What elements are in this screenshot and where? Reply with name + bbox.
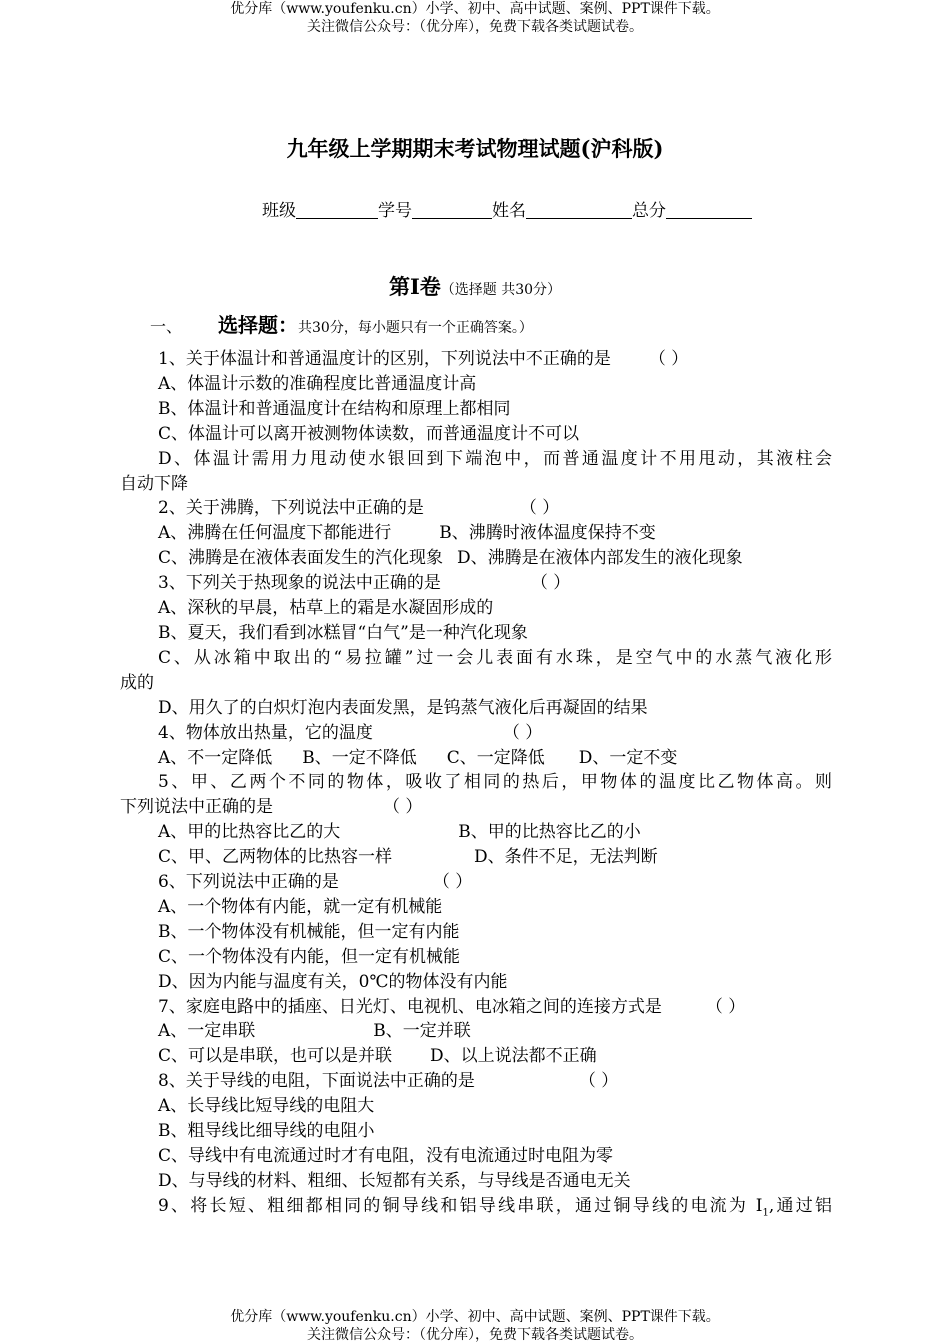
q1-option-d-line-2: 自动下降 [120,473,188,494]
q7-option-d: D、以上说法都不正确 [430,1046,597,1067]
q7-option-b: B、一定并联 [373,1021,471,1042]
q8-option-d: D、与导线的材料、粗细、长短都有关系，与导线是否通电无关 [158,1170,631,1191]
question-7-stem [120,995,832,1020]
q8-option-b: B、粗导线比细导线的电阻小 [158,1121,375,1142]
q2-option-d: D、沸腾是在液体内部发生的液化现象 [457,548,743,569]
q3-option-c-line-2: 成的 [120,672,154,693]
q4-option-c: C、一定降低 [446,747,545,768]
q6-option-d: D、因为内能与温度有关，0℃的物体没有内能 [158,971,508,992]
q4-options [120,746,832,771]
answer-paren: （ ） [530,573,571,594]
answer-paren: （ ） [383,797,423,818]
q8-option-a: A、长导线比短导线的电阻大 [158,1096,375,1117]
class-label: 班级 [262,201,296,221]
question-9-stem [120,1194,832,1226]
question-8-stem [120,1069,832,1094]
part-note: （选择题 共30分） [440,282,562,298]
q3-option-a: A、深秋的早晨，枯草上的霜是水凝固形成的 [158,598,494,619]
question-5-stem-line-2 [120,795,832,820]
current-subscript: 1 [762,1207,769,1219]
question-8-text: 8、关于导线的电阻，下面说法中正确的是 [158,1071,475,1092]
section-number: 一、 [150,317,183,336]
question-1-text: 1、关于体温计和普通温度计的区别，下列说法中不正确的是 [158,349,611,369]
q8-option-c: C、导线中有电流通过时才有电阻，没有电流通过时电阻为零 [158,1146,614,1166]
q7-options-cd [120,1044,832,1069]
footer-line-2: 关注微信公众号：（优分库），免费下载各类试题试卷。 [307,1327,643,1343]
total-label: 总分 [632,201,666,221]
q2-option-b: B、沸腾时液体温度保持不变 [439,523,656,544]
questions [120,347,832,1226]
question-1-stem [120,347,832,372]
q5-option-a: A、甲的比热容比乙的大 [158,822,341,843]
answer-paren: （ ） [432,872,473,893]
section-heading [150,310,533,343]
q2-option-a: A、沸腾在任何温度下都能进行 [158,523,392,544]
question-9-text-a: 9、将长短、粗细都相同的铜导线和铝导线串联，通过铜导线的电流为 I [158,1195,763,1216]
q1-option-b: B、体温计和普通温度计在结构和原理上都相同 [158,398,511,419]
question-3-stem [120,571,832,596]
question-7-text: 7、家庭电路中的插座、日光灯、电视机、电冰箱之间的连接方式是 [158,996,662,1017]
question-9-text-b: ,通过铝 [768,1195,833,1216]
question-4-text: 4、物体放出热量，它的温度 [158,722,373,743]
total-blank [666,200,752,219]
q2-options-cd [120,546,832,571]
exam-title: 九年级上学期期末考试物理试题(沪科版) [286,136,664,161]
q1-option-a: A、体温计示数的准确程度比普通温度计高 [158,373,477,394]
header-line-2: 关注微信公众号：（优分库），免费下载各类试题试卷。 [307,19,643,35]
number-label: 学号 [378,201,412,221]
q3-option-b: B、夏天，我们看到冰糕冒“白气”是一种汽化现象 [158,622,528,643]
q2-option-c: C、沸腾是在液体表面发生的汽化现象 [158,548,444,569]
number-blank [412,200,492,219]
q1-option-c: C、体温计可以离开被测物体读数，而普通温度计不可以 [158,423,580,444]
answer-paren: （ ） [502,722,543,743]
name-label: 姓名 [492,201,526,221]
q6-option-a: A、一个物体有内能，就一定有机械能 [158,896,443,917]
name-blank [526,200,632,219]
q3-option-d: D、用久了的白炽灯泡内表面发黑，是钨蒸气液化后再凝固的结果 [158,697,648,718]
q5-options-ab [120,820,832,845]
question-2-stem [120,496,832,521]
q4-option-d: D、一定不变 [578,747,678,768]
section-note: 共30分，每小题只有一个正确答案。） [298,320,533,336]
q6-option-b: B、一个物体没有机械能，但一定有内能 [158,921,460,942]
part-title: 第Ⅰ卷 [388,274,441,299]
section-title: 选择题： [218,313,298,337]
page-footer [0,1308,950,1344]
footer-line-1: 优分库（www.youfenku.cn）小学、初中、高中试题、案例、PPT课件下载。 [230,1309,720,1325]
answer-paren: （ ） [648,349,689,369]
q7-option-a: A、一定串联 [158,1021,256,1042]
q4-option-a: A、不一定降低 [158,747,273,768]
question-4-stem [120,721,832,746]
q5-option-d: D、条件不足，无法判断 [474,847,658,868]
q5-option-b: B、甲的比热容比乙的小 [458,822,641,843]
q6-option-c: C、一个物体没有内能，但一定有机械能 [158,946,461,967]
question-3-text: 3、下列关于热现象的说法中正确的是 [158,573,441,594]
q3-option-c-line-1: C、从冰箱中取出的“易拉罐”过一会儿表面有水珠，是空气中的水蒸气液化形 [158,647,832,668]
question-6-stem [120,870,832,895]
q7-options-ab [120,1019,832,1044]
q4-option-b: B、一定不降低 [302,747,417,768]
question-6-text: 6、下列说法中正确的是 [158,872,339,893]
student-info-fields [262,198,752,224]
q5-options-cd [120,845,832,870]
header-line-1: 优分库（www.youfenku.cn）小学、初中、高中试题、案例、PPT课件下载。 [230,1,720,17]
answer-paren: （ ） [578,1071,619,1092]
question-5-stem-line-1: 5、甲、乙两个不同的物体，吸收了相同的热后，甲物体的温度比乙物体高。则 [158,772,832,793]
question-5-text: 下列说法中正确的是 [120,797,273,818]
q7-option-c: C、可以是串联，也可以是并联 [158,1046,393,1067]
answer-paren: （ ） [519,498,560,519]
answer-paren: （ ） [705,996,746,1017]
q5-option-c: C、甲、乙两物体的比热容一样 [158,847,393,868]
part-heading [0,272,950,305]
q1-option-d-line-1: D、体温计需用力甩动使水银回到下端泡中，而普通温度计不用甩动，其液柱会 [158,448,832,469]
class-blank [296,200,378,219]
page-header [0,0,950,36]
q2-options-ab [120,521,832,546]
question-2-text: 2、关于沸腾，下列说法中正确的是 [158,498,424,519]
